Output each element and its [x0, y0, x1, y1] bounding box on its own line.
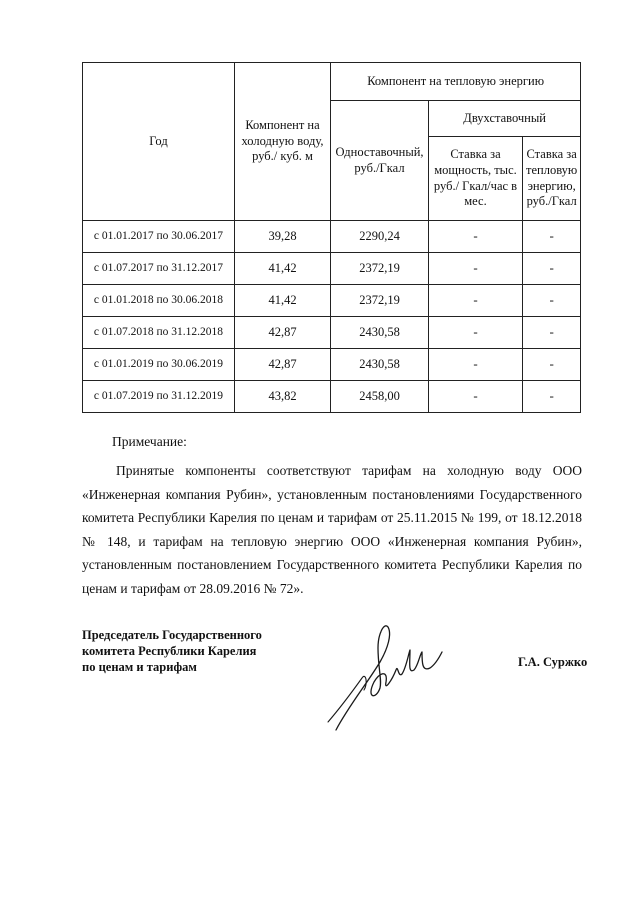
period-cell: с 01.07.2019 по 31.12.2019: [83, 381, 235, 413]
header-single-rate: Одноставочный, руб./Гкал: [331, 101, 429, 221]
period-cell: с 01.07.2018 по 31.12.2018: [83, 317, 235, 349]
energy-rate-cell: -: [523, 381, 581, 413]
capacity-rate-cell: -: [429, 285, 523, 317]
signer-position-line: комитета Республики Карелия: [82, 644, 257, 658]
cold-water-cell: 39,28: [235, 221, 331, 253]
table-row: [83, 317, 581, 349]
energy-rate-cell: -: [523, 221, 581, 253]
single-rate-cell: 2458,00: [331, 381, 429, 413]
period-cell: с 01.01.2018 по 30.06.2018: [83, 285, 235, 317]
capacity-rate-cell: -: [429, 317, 523, 349]
capacity-rate-cell: -: [429, 381, 523, 413]
cold-water-cell: 43,82: [235, 381, 331, 413]
table-row: [83, 285, 581, 317]
single-rate-cell: 2372,19: [331, 253, 429, 285]
energy-rate-cell: -: [523, 253, 581, 285]
note-text: Принятые компоненты соответствуют тарифам на холодную воду ООО «Инженерная компания Рубин», установленным постановлениями Государственного комитета Республики Карелия по ценам и тарифам от 25.11.2015 № 199, от 18.12.2018 № 148, и тарифам на тепловую энергию ООО «Инженерная компания Рубин», установленным постановлением Государственного комитета Республики Карелия по ценам и тарифам от 28.09.2016 № 72».: [82, 463, 582, 596]
signer-position-line: по ценам и тарифам: [82, 660, 197, 674]
energy-rate-cell: -: [523, 285, 581, 317]
cold-water-cell: 41,42: [235, 253, 331, 285]
single-rate-cell: 2430,58: [331, 317, 429, 349]
header-cold-water: Компонент на холодную воду, руб./ куб. м: [235, 63, 331, 221]
table-row: [83, 381, 581, 413]
table-row: [83, 349, 581, 381]
signer-name: Г.А. Суржко: [518, 655, 588, 669]
capacity-rate-cell: -: [429, 221, 523, 253]
header-energy-rate: Ставка за тепловую энергию, руб./Гкал: [523, 137, 581, 221]
cold-water-cell: 41,42: [235, 285, 331, 317]
cold-water-cell: 42,87: [235, 317, 331, 349]
capacity-rate-cell: -: [429, 349, 523, 381]
period-cell: с 01.01.2017 по 30.06.2017: [83, 221, 235, 253]
single-rate-cell: 2290,24: [331, 221, 429, 253]
table-header-row: [83, 63, 581, 101]
signer-position: [82, 627, 262, 675]
energy-rate-cell: -: [523, 349, 581, 381]
period-cell: с 01.07.2017 по 31.12.2017: [83, 253, 235, 285]
table-row: [83, 253, 581, 285]
cold-water-cell: 42,87: [235, 349, 331, 381]
header-year: Год: [83, 63, 235, 221]
table-row: [83, 221, 581, 253]
period-cell: с 01.01.2019 по 30.06.2019: [83, 349, 235, 381]
single-rate-cell: 2372,19: [331, 285, 429, 317]
handwritten-signature: [318, 612, 448, 737]
note-title: Примечание:: [112, 434, 187, 449]
capacity-rate-cell: -: [429, 253, 523, 285]
single-rate-cell: 2430,58: [331, 349, 429, 381]
tariff-table: [82, 62, 581, 413]
header-two-rate: Двухставочный: [429, 101, 581, 137]
signer-position-line: Председатель Государственного: [82, 628, 262, 642]
header-capacity-rate: Ставка за мощность, тыс. руб./ Гкал/час в мес.: [429, 137, 523, 221]
header-heat-energy: Компонент на тепловую энергию: [331, 63, 581, 101]
energy-rate-cell: -: [523, 317, 581, 349]
